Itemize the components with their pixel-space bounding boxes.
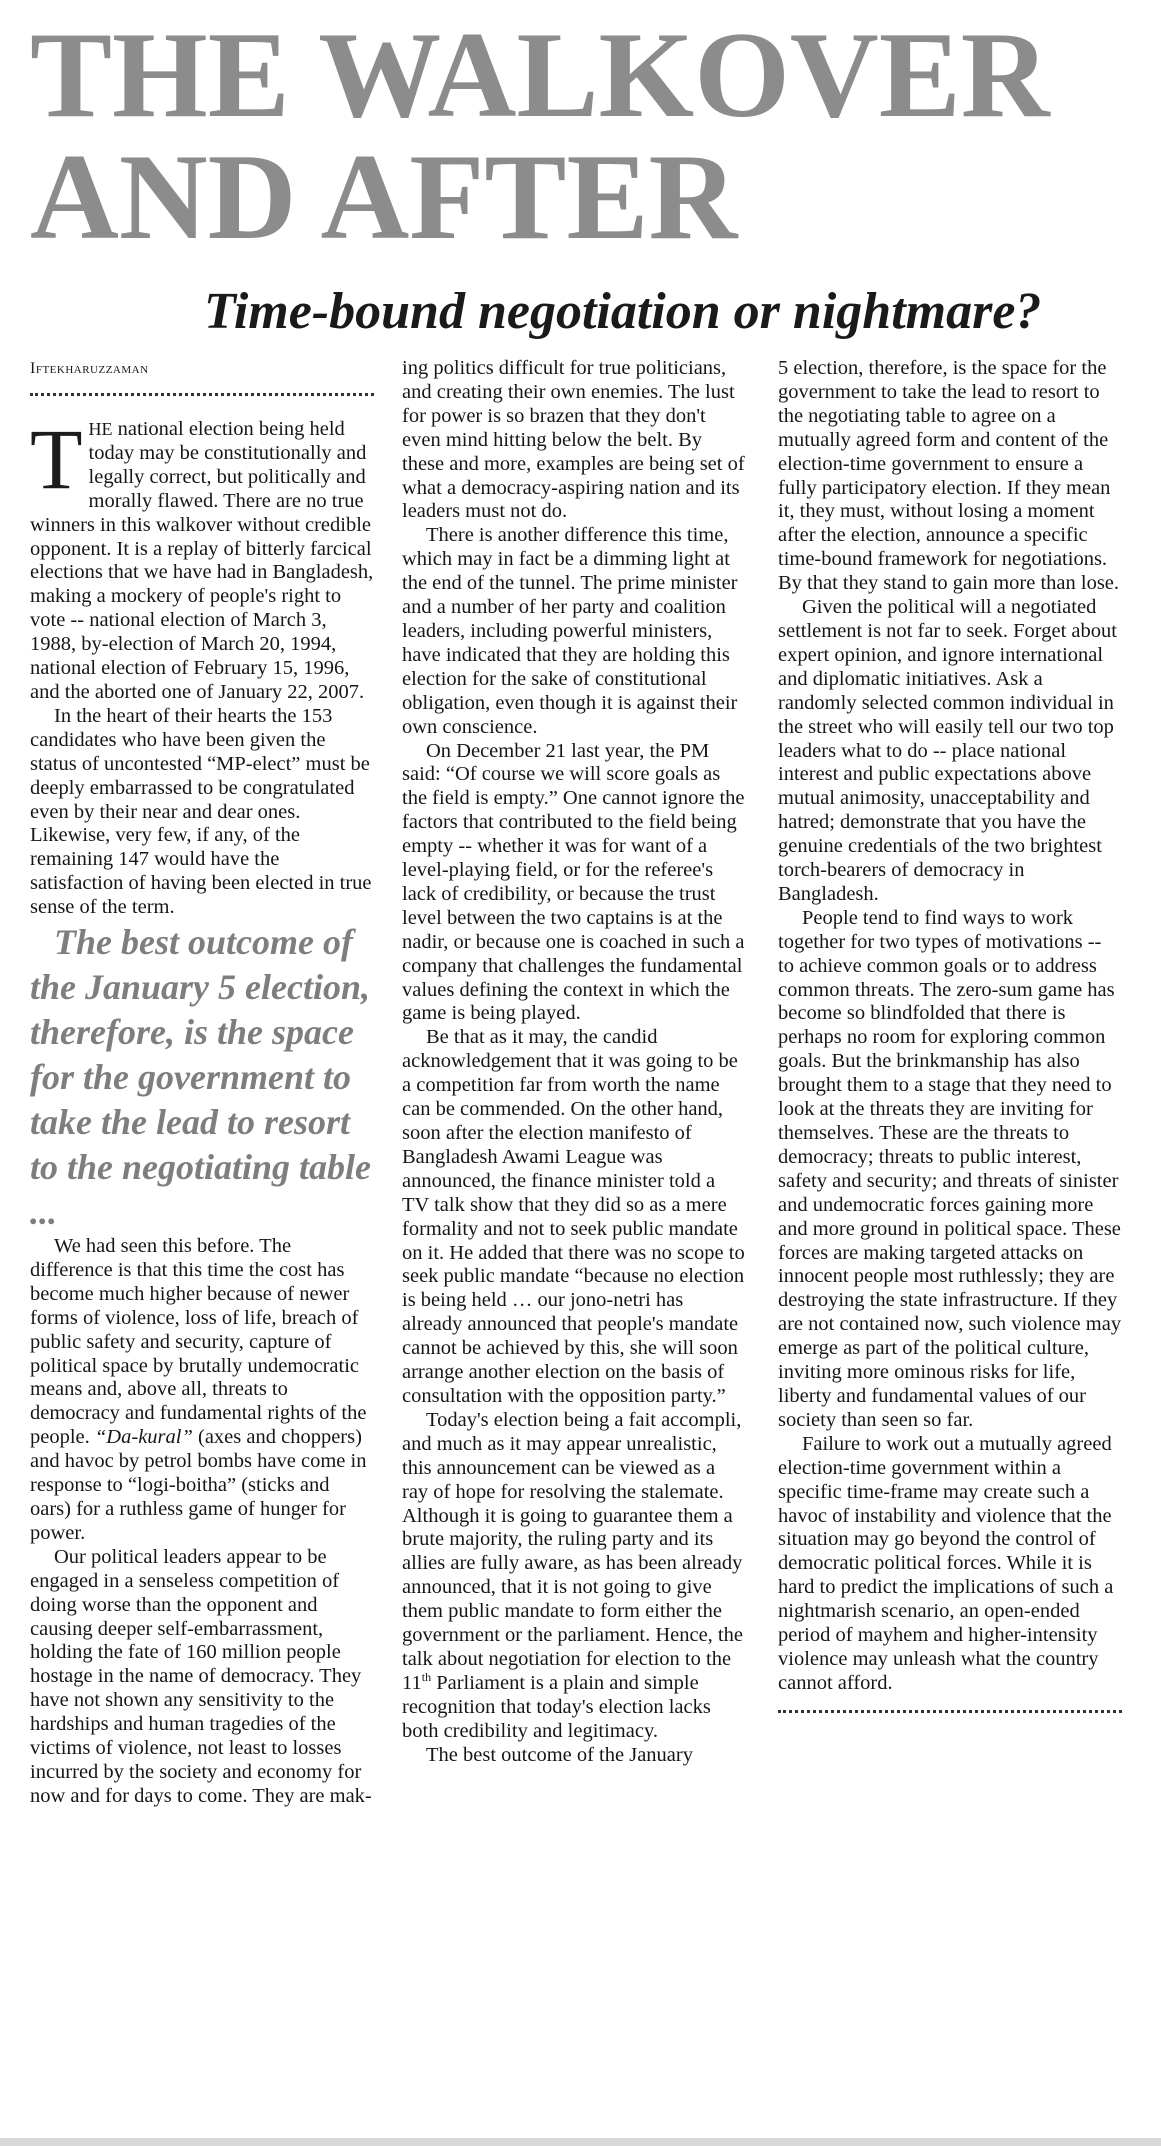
paragraph (30, 1235, 374, 1546)
bottom-border (0, 2138, 1161, 2146)
paragraph: ing politics difficult for true politicians, and creating their own enemies. The lust for power is so brazen that they don't even mind hitting below the belt. By these and more, examples are being set of what a democracy-aspiring nation and its leaders must not do. (402, 357, 745, 523)
paragraph-text: Today's election being a fait accompli, and much as it may appear unrealistic, this announcement can be viewed as a ray of hope for resolving the stalemate. Although it is going to guarantee them a brute majority, the ruling party and its allies are fully aware, as has been already announced, that it is not going to give them public mandate to form either the government or the parliament. Hence, the talk about negotiation for election to the 11 (402, 1408, 743, 1694)
paragraph-text: We had seen this before. The difference is that this time the cost has become much higher because of newer forms of violence, loss of life, breach of public safety and security, capture of political space by brutally undemocratic means and, above all, threats to democracy and fundamental rights of the people. (30, 1235, 367, 1449)
paragraph: There is another difference this time, which may in fact be a dimming light at the end of the tunnel. The prime minister and a number of her party and coalition leaders, including powerful ministers, have indicated that they are holding this election for the sake of constitutional obligation, even though it is against their own conscience. (402, 524, 738, 738)
lead-paragraph-text: national election being held today may be constitutionally and legally correct, but politically and morally flawed. There are no true winners in this walkover without credible opponent. It is a replay of bitterly farcical elections that we have had in Bangladesh, making a mockery of people's right to vote -- national election of March 3, 1988, by-election of March 20, 1994, national election of February 15, 1996, and the aborted one of January 22, 2007. (30, 418, 374, 703)
byline-divider (30, 393, 374, 396)
paragraph: On December 21 last year, the PM said: “Of course we will score goals as the field is empty.” One cannot ignore the factors that contributed to the field being empty -- whether it was for want of a level-playing field, or for the referee's lack of credibility, or because the trust level between the two captains is at the nadir, or because one is coached in such a company that challenges the fundamental values defining the context in which the game is being played. (402, 739, 745, 1025)
paragraph: The best outcome of the January (426, 1743, 693, 1766)
paragraph: Our political leaders appear to be engaged in a senseless competition of doing worse than the opponent and causing deeper self-embarrassment, holding the fate of 160 million people hostage in the name of democracy. They have not shown any sensitivity to the hardships and human tragedies of the victims of violence, not least to losses incurred by the society and economy for now and for days to come. They are mak- (30, 1545, 372, 1807)
paragraph (402, 1409, 746, 1744)
paragraph-text: Parliament is a plain and simple recognition that today's election lacks both credibility and legitimacy. (402, 1671, 711, 1742)
paragraph: Failure to work out a mutually agreed election-time government within a specific time-frame may create such a havoc of instability and violence that the situation may go beyond the control of democratic political forces. While it is hard to predict the implications of such a nightmarish scenario, an open-ended period of mayhem and higher-intensity violence may unleash what the country cannot afford. (778, 1432, 1114, 1694)
italic-term: “Da-kural” (94, 1426, 193, 1449)
superscript: th (421, 1670, 432, 1685)
paragraph: Given the political will a negotiated settlement is not far to seek. Forget about expert opinion, and ignore international and diplomatic initiatives. Ask a randomly selected common individual in the street who will easily tell our two top leaders what to do -- place national interest and public expectations above mutual animosity, unacceptability and hatred; demonstrate that you have the genuine credentials of the two brightest torch-bearers of democracy in Bangladesh. (778, 596, 1117, 905)
paragraph: 5 election, therefore, is the space for the government to take the lead to resort to the negotiating table to agree on a mutually agreed form and content of the election-time government to ensure a fully participatory election. If they mean it, they must, without losing a moment after the election, announce a specific time-bound framework for negotiations. By that they stand to gain more than lose. (778, 357, 1120, 595)
paragraph: In the heart of their hearts the 153 candidates who have been given the status of uncontested “MP-elect” must be deeply embarrassed to be congratulated even by their near and dear ones. Likewise, very few, if any, of the remaining 147 would have the satisfaction of having been elected in true sense of the term. (30, 704, 372, 919)
byline: Iftekharuzzaman (30, 360, 149, 377)
paragraph: Be that as it may, the candid acknowledgement that it was going to be a competition far from worth the name can be commended. On the other hand, soon after the election manifesto of Bangladesh Awami League was announced, the finance minister told a TV talk show that they did so as a mere formality and not to seek public mandate on it. He added that there was no scope to seek public mandate “because no election is being held … our jono-netri has already announced that people's mandate cannot be achieved by this, she will soon arrange another election on the basis of consultation with the opposition party.” (402, 1026, 745, 1407)
headline-line-2: AND AFTER (30, 128, 738, 265)
headline-line-1: THE WALKOVER (30, 6, 1050, 143)
article-column-3 (778, 357, 1122, 1713)
lead-caps: HE (88, 419, 113, 439)
paragraph: People tend to find ways to work together for two types of motivations -- to achieve common goals or to address common threats. The zero-sum game has become so blindfolded that there is perhaps no room for exploring common goals. But the brinkmanship has also brought them to a stage that they need to look at the threats they are inviting for themselves. These are the threats to democracy; threats to public interest, safety and security; and threats of sinister and undemocratic forces gaining more and more ground in political space. These forces are making targeted attacks on innocent people most ruthlessly; they are destroying the state infrastructure. If they are not contained now, such violence may emerge as part of the political culture, inviting more ominous risks for life, liberty and fundamental values of our society than seen so far. (778, 906, 1122, 1431)
subheadline: Time-bound negotiation or nightmare? (204, 283, 1042, 340)
end-divider (778, 1710, 1122, 1713)
drop-cap: T (30, 411, 83, 507)
lead-paragraph (30, 411, 374, 705)
paragraph-text: (axes and choppers) and havoc by petrol bombs have come in response to “logi-boitha” (sticks and oars) for a ruthless game of hunger for power. (30, 1426, 367, 1544)
article-column-2 (402, 357, 746, 1767)
article-column-1 (30, 357, 374, 1809)
headline (30, 6, 1140, 265)
pull-quote: The best outcome of the January 5 election, therefore, is the space for the government to take the lead to resort to the negotiating table ... (30, 922, 372, 1233)
